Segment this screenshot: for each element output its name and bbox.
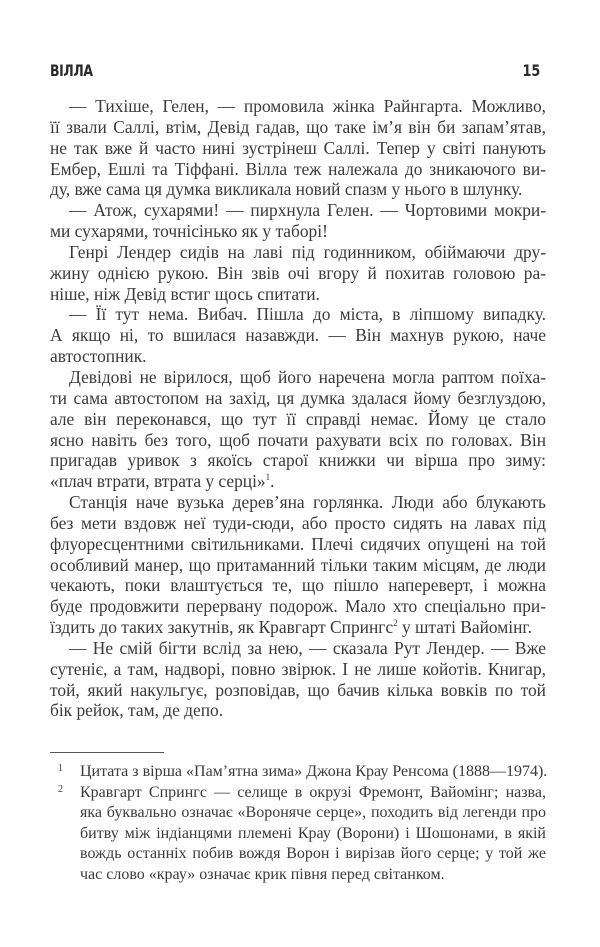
line-text: — Атож, сухарями! — пирхнула Гелен. — Чортовими мокри-: [69, 200, 546, 221]
text-line: [50, 680, 546, 701]
text-line: [50, 596, 546, 617]
line-text: ти сама автостопом на захід, ця думка здалася йому безглуздою,: [50, 387, 546, 408]
body-text: [50, 96, 546, 721]
text-line: [50, 534, 546, 555]
line-text: — Тихіше, Гелен, — промовила жінка Райнгарта. Можливо,: [69, 96, 546, 116]
text-line: [50, 659, 546, 680]
line-text: А якщо ні, то вшилася назавжди. — Він махнув рукою, наче: [50, 325, 546, 346]
line-text: Генрі Лендер сидів на лаві під годинником, обіймаючи дру-: [69, 241, 546, 262]
text-line: [50, 284, 546, 305]
footnote-reference[interactable]: 1: [265, 472, 271, 483]
line-text: ми сухарями, точнісінько як у таборі!: [50, 221, 328, 242]
line-text-continued: .: [270, 471, 275, 492]
line-text: — Її тут нема. Вибач. Пішла до міста, в ліпшому випадку.: [69, 304, 546, 325]
text-line: [80, 803, 546, 824]
text-line: [50, 575, 546, 596]
text-line: [80, 783, 546, 804]
text-line: [80, 762, 546, 783]
text-line: [50, 263, 546, 284]
line-text: Цитата з вірша «Пам’ятна зима» Джона Крау Ренсома (1888—1974).: [80, 763, 548, 780]
text-line: [50, 346, 546, 367]
text-line: [50, 430, 546, 451]
text-line: [50, 117, 546, 138]
text-line: [80, 824, 546, 845]
line-text: чекають, поки влаштується те, що пішло напереверт, і можна: [50, 575, 546, 596]
text-line: [50, 138, 546, 159]
text-line: [50, 221, 546, 242]
text-line: [50, 200, 546, 221]
line-text: її звали Саллі, втім, Девід гадав, що таке ім’я він би запам’ятав,: [50, 116, 546, 137]
line-text: їздить до таких закутнів, як Кравгарт Спрингс: [50, 617, 394, 638]
footnotes: [50, 762, 546, 886]
line-text: ду, вже сама ця думка викликала новий спазм у нього в шлунку.: [50, 179, 523, 200]
line-text: без мети вздовж неї туди-сюди, або просто сидять на лавах під: [50, 512, 546, 533]
text-line: [80, 844, 546, 865]
line-text: «плач втрати, втрата у серці»: [50, 471, 266, 492]
text-line: [50, 409, 546, 430]
line-text: флуоресцентними світильниками. Плечі сидячих опущені на той: [50, 533, 546, 554]
line-text: ніше, ніж Девід встиг щось спитати.: [50, 283, 320, 304]
footnote-reference[interactable]: 2: [393, 618, 398, 629]
line-text-continued: у штаті Вайомінг.: [397, 617, 532, 638]
footnote-separator: [50, 752, 164, 753]
text-line: [50, 159, 546, 180]
text-line: [50, 450, 546, 471]
line-text: — Не смій бігти вслід за нею, — сказала Рут Лендер. — Вже: [69, 637, 546, 658]
footnote-1: [50, 762, 546, 783]
running-title: ВІЛЛА: [50, 61, 93, 80]
line-text: вождь останніх побив вождя Ворон і вирізав його серце; у той же: [80, 845, 546, 863]
text-line: [50, 179, 546, 200]
line-text: Кравгарт Спрингс — селище в окрузі Фремонт, Вайомінг; назва,: [80, 783, 546, 801]
line-text: особливий манер, що притаманний тільки таким місцям, де люди: [50, 554, 546, 575]
footnote-number: 1: [58, 763, 63, 774]
footnote-number: 2: [58, 783, 63, 795]
text-line: [50, 492, 546, 513]
line-text: ясно навіть без того, щоб почати рахувати всіх по головах. Він: [50, 429, 546, 450]
text-line: [50, 617, 546, 638]
line-text: бік рейок, там, де депо.: [50, 700, 224, 721]
line-text: буде продовжити перервану подорож. Мало хто спеціально при-: [50, 596, 546, 617]
line-text: Девідові не вірилося, щоб його наречена могла раптом поїха-: [69, 366, 546, 387]
line-text: яка буквально означає «Вороняче серце», походить від легенди про: [80, 804, 546, 822]
text-line: [50, 555, 546, 576]
footnote-2: [50, 783, 546, 886]
line-text: Станція наче вузька дерев’яна горлянка. Люди або блукають: [69, 492, 546, 513]
text-line: [50, 96, 546, 117]
text-line: [80, 865, 546, 886]
text-line: [50, 700, 546, 721]
text-line: [50, 325, 546, 346]
line-text: автостопник.: [50, 346, 147, 367]
text-line: [50, 367, 546, 388]
line-text: пригадав уривок з якоїсь старої книжки чи вірша про зиму:: [50, 450, 546, 471]
line-text: але він переконався, що тут її справді немає. Йому це стало: [50, 408, 546, 429]
text-line: [50, 471, 546, 492]
text-line: [50, 638, 546, 659]
line-text: той, який накульгує, розповідав, що бачив кілька вовків по той: [50, 679, 546, 700]
page-number: 15: [522, 61, 540, 80]
line-text: жину однією рукою. Він звів очі вгору й похитав головою ра-: [50, 262, 546, 283]
line-text: Ембер, Ешлі та Тіффані. Вілла теж належала до зникаючого ви-: [50, 158, 546, 179]
text-line: [50, 388, 546, 409]
text-line: [50, 304, 546, 325]
line-text: битву між індіанцями племені Крау (Ворони) і Шошонами, в якій: [80, 824, 546, 842]
line-text: сутеніє, а там, надворі, повно звірюк. І не лише койотів. Книгар,: [50, 658, 546, 679]
text-line: [50, 513, 546, 534]
line-text: час слово «крау» означає крик півня перед світанком.: [80, 865, 445, 883]
line-text: не так вже й часто нині зустрінеш Саллі. Тепер у світі панують: [50, 137, 546, 158]
text-line: [50, 242, 546, 263]
